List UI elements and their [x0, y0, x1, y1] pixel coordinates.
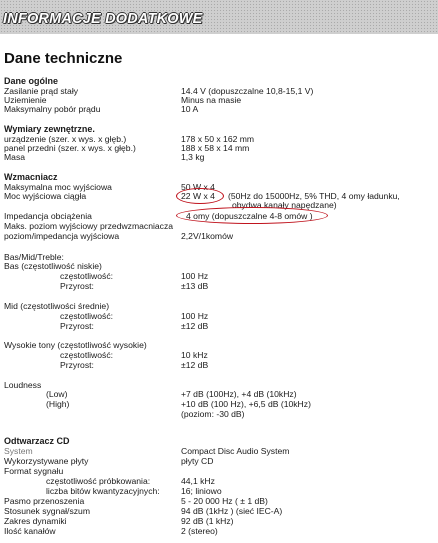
loudness-low-value: +7 dB (100Hz), +4 dB (10kHz): [181, 389, 297, 399]
mid-freq-value: 100 Hz: [181, 311, 209, 321]
cd-channels-label: Ilość kanałów: [4, 526, 56, 536]
amplifier-heading: Wzmacniacz: [4, 172, 58, 182]
mid-freq-label: częstotliwość:: [60, 311, 114, 321]
loudness-level-note: (poziom: -30 dB): [181, 409, 245, 419]
panel-dim-label: panel przedni (szer. x wys. x głęb.): [4, 143, 136, 153]
loudness-high-value: +10 dB (100 Hz), +6,5 dB (10kHz): [181, 399, 311, 409]
mass-label: Masa: [4, 152, 26, 162]
cd-snr-label: Stosunek sygnał/szum: [4, 506, 90, 516]
cont-power-label: Moc wyjściowa ciągła: [4, 191, 87, 201]
cd-heading: Odtwarzacz CD: [4, 436, 70, 446]
cd-band-label: Pasmo przenoszenia: [4, 496, 85, 506]
cd-sampling-label: częstotliwość próbkowania:: [46, 476, 151, 486]
loudness-high-label: (High): [46, 399, 70, 409]
current-label: Maksymalny pobór prądu: [4, 104, 101, 114]
impedance-value: 4 omy (dopuszczalne 4-8 omów ): [186, 211, 313, 221]
dimensions-heading: Wymiary zewnętrzne.: [4, 124, 95, 134]
cd-channels-value: 2 (stereo): [181, 526, 218, 536]
preout-value: 2,2V/1komów: [181, 231, 234, 241]
cd-system-label: System: [4, 446, 33, 456]
cd-sampling-value: 44,1 kHz: [181, 476, 215, 486]
page-title: Dane techniczne: [4, 50, 123, 67]
treble-freq-value: 10 kHz: [181, 350, 208, 360]
device-dim-label: urządzenie (szer. x wys. x głęb.): [4, 134, 127, 144]
mid-gain-label: Przyrost:: [60, 321, 94, 331]
cd-format-label: Format sygnału: [4, 466, 64, 476]
cont-power-note-1: (50Hz do 15000Hz, 5% THD, 4 omy ładunku,: [228, 191, 400, 201]
bass-heading: Bas (częstotliwość niskie): [4, 261, 102, 271]
bass-gain-label: Przyrost:: [60, 281, 94, 291]
impedance-circle-mark: [176, 207, 328, 224]
preout-label-1: Maks. poziom wyjściowy przedwzmacniacza: [4, 221, 174, 231]
bass-freq-label: częstotliwość:: [60, 271, 114, 281]
treble-gain-label: Przyrost:: [60, 360, 94, 370]
cd-bits-value: 16; liniowo: [181, 486, 222, 496]
cd-discs-label: Wykorzystywane płyty: [4, 456, 89, 466]
treble-gain-value: ±12 dB: [181, 360, 209, 370]
mass-value: 1,3 kg: [181, 152, 205, 162]
current-value: 10 A: [181, 104, 199, 114]
header-title: INFORMACJE DODATKOWE: [3, 11, 203, 27]
panel-dim-value: 188 x 58 x 14 mm: [181, 143, 250, 153]
treble-freq-label: częstotliwość:: [60, 350, 114, 360]
cd-band-value: 5 - 20 000 Hz ( ± 1 dB): [181, 496, 268, 506]
max-power-label: Maksymalna moc wyjściowa: [4, 182, 112, 192]
loudness-heading: Loudness: [4, 380, 42, 390]
bass-freq-value: 100 Hz: [181, 271, 209, 281]
preout-label-2: poziom/impedancja wyjściowa: [4, 231, 120, 241]
bass-gain-value: ±13 dB: [181, 281, 209, 291]
general-heading: Dane ogólne: [4, 76, 59, 86]
supply-value: 14.4 V (dopuszczalne 10,8-15,1 V): [181, 86, 314, 96]
cd-snr-value: 94 dB (1kHz ) (sieć IEC-A): [181, 506, 283, 516]
cont-power-note-2: obydwa kanały napędzane): [232, 200, 337, 210]
cd-discs-value: płyty CD: [181, 456, 214, 466]
treble-heading: Wysokie tony (częstotliwość wysokie): [4, 340, 147, 350]
mid-heading: Mid (częstotliwości średnie): [4, 301, 110, 311]
supply-label: Zasilanie prąd stały: [4, 86, 79, 96]
ground-label: Uziemienie: [4, 95, 47, 105]
mid-gain-value: ±12 dB: [181, 321, 209, 331]
cd-bits-label: liczba bitów kwantyzacyjnych:: [46, 486, 160, 496]
device-dim-value: 178 x 50 x 162 mm: [181, 134, 255, 144]
loudness-low-label: (Low): [46, 389, 68, 399]
cd-range-value: 92 dB (1 kHz): [181, 516, 234, 526]
tone-heading: Bas/Mid/Treble:: [4, 252, 64, 262]
cd-range-label: Zakres dynamiki: [4, 516, 67, 526]
ground-value: Minus na masie: [181, 95, 242, 105]
impedance-label: Impedancja obciążenia: [4, 211, 92, 221]
power-circle-mark: [176, 188, 224, 204]
cd-system-value: Compact Disc Audio System: [181, 446, 290, 456]
max-power-value: 50 W x 4: [181, 182, 215, 192]
cont-power-value: 22 W x 4: [181, 191, 215, 201]
